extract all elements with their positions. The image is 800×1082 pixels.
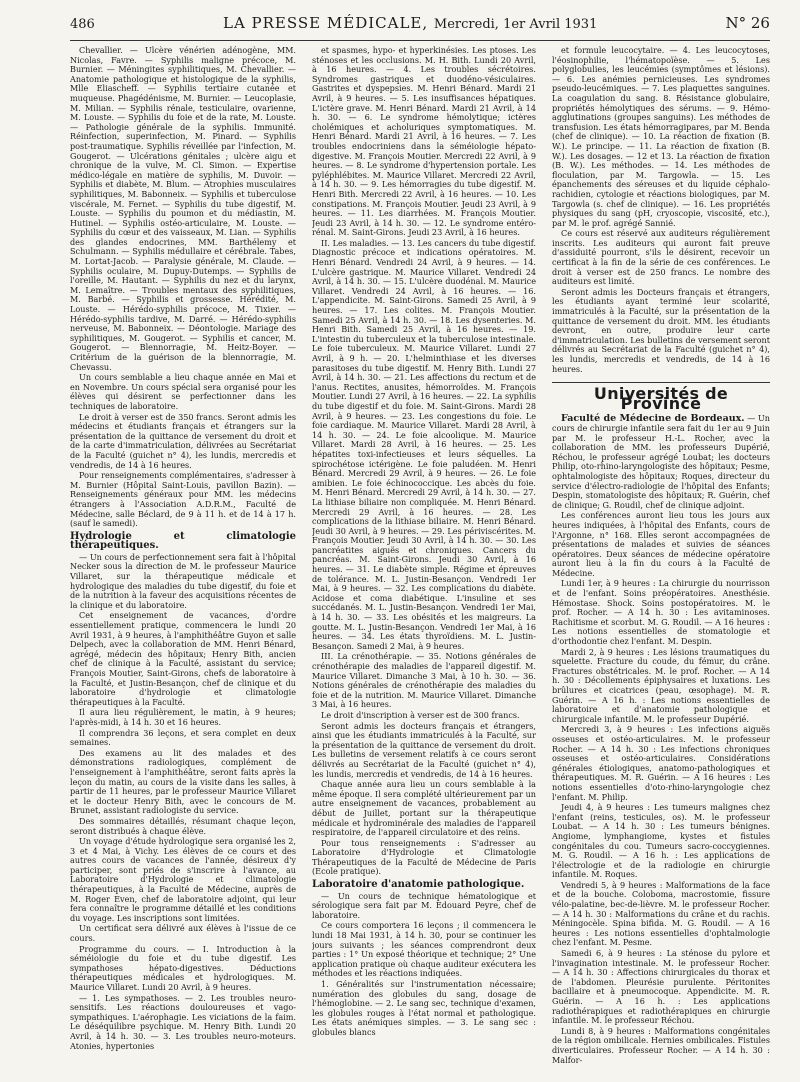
header-rule	[70, 40, 770, 41]
page-header	[70, 14, 770, 38]
paragraph-text: — Un cours de chirurgie infantile sera fait du 1er au 9 Juin par M. le professeur H.-L. Rocher, avec la collaboration de MM. les professeurs Dupérié, Réchou, le professeur agrégé Loubat; les docteurs Philip, oto-rhino-laryngologiste des hôpitaux; Pesme, ophtalmologiste des hôpitaux; Roques, directeur du service d'électro-radiologie de l'hôpital des Enfants; Despin, stomatologiste des hôpitaux; R. Guérin, chef de clinique; G. Roudil, chef de clinique adjoint.	[552, 413, 770, 510]
section-heading: Laboratoire d'anatomie pathologique.	[312, 879, 525, 891]
paragraph: III. La crénothérapie. — 35. Notions générales de crénothérapie des maladies de l'appareil digestif. M. Maurice Villaret. Dimanche 3 Mai, à 10 h. 30. — 36. Notions générales de crénothérapie des maladies du foie et de la nutrition. M. Maurice Villaret. Dimanche 3 Mai, à 16 heures.	[312, 651, 536, 710]
universities-body	[552, 414, 770, 1065]
paragraph: Seront admis les Docteurs français et étrangers, les étudiants ayant terminé leur scolarité, immatriculés à la Faculté, sur la présentation de la quittance de versement du droit. MM. les étudiants devront, en outre, produire leur carte d'immatriculation. Les bulletins de versement seront délivrés au Secrétariat de la Faculté (guichet n° 4), les lundis, mercredis et vendredis, de 14 à 16 heures.	[552, 286, 770, 374]
paragraph: Un certificat sera délivré aux élèves à l'issue de ce cours.	[70, 923, 296, 944]
paragraph: — Un cours de technique hématologique et sérologique sera fait par M. Edouard Peyre, chef de laboratoire.	[312, 890, 536, 920]
paragraph: Cet enseignement de vacances, d'ordre essentiellement pratique, commencera le lundi 20 Avril 1931, à 9 heures, à l'amphithéâtre Guyon et salle Delpech, avec la collaboration de MM. Henri Bénard, agrégé, médecin des hôpitaux; Henry Bith, ancien chef de clinique à la Faculté, assistant du service; François Moutier, Saint-Girons, chefs de laboratoire à la Faculté, et Justin-Besançon, chef de clinique et du laboratoire d'hydrologie et climatologie thérapeutiques à la Faculté.	[70, 610, 296, 707]
paragraph: Il comprendra 36 leçons, et sera complet en deux semaines.	[70, 727, 296, 748]
paragraph: — Un cours de perfectionnement sera fait à l'hôpital Necker sous la direction de M. le professeur Maurice Villaret, sur la thérapeutique médicale et hydrologique des maladies du tube digestif, du foie et de la nutrition à la faveur des acquisitions récentes de la clinique et du laboratoire.	[70, 551, 296, 610]
paragraph: et formule leucocytaire. — 4. Les leucocytoses, l'éosinophilie, l'hématopoïèse. — 5. Les polyglobulies, les leucémies (symptômes et lésions). — 6. Les anémies pernicieuses. Les syndromes pseudo-leucémiques. — 7. Les plaquettes sanguines. La coagulation du sang. 8. Résistance globulaire, propriétés hémolytiques des sérums. — 9. Hémo-agglutinations (groupes sanguins). Les méthodes de transfusion. Les états hémorragipares, par M. Benda (chef de clinique). — 10. La réaction de fixation (B. W.). Le principe. — 11. La réaction de fixation (B. W.). Les dosages. — 12 et 13. La réaction de fixation (B. W.). Les méthodes. — 14. Les méthodes de floculation, par M. Targowla. — 15. Les épanchements des séreuses et du liquide céphalo-rachidien, cytologie et réactions biologiques, par M. Targowla (s. chef de clinique). — 16. Les propriétés physiques du sang (pH, cryoscopie, viscosité, etc.), par M. le prof. agrégé Sannié.	[552, 46, 770, 228]
journal-title	[223, 14, 597, 32]
column-3-top	[552, 46, 770, 374]
paragraph: Pour renseignements complémentaires, s'adresser à M. Burnier (Hôpital Saint-Louis, pavillon Bazin). — Renseignements généraux pour MM. les médecins étrangers à l'Association A.D.R.M., Faculté de Médecine, salle Béclard, de 9 à 11 h. et de 14 à 17 h. (sauf le samedi).	[70, 470, 296, 529]
paragraph: Pour tous renseignements : S'adresser au Laboratoire d'Hydrologie et Climatologie Thérapeutiques de la Faculté de Médecine de Paris (Ecole pratique).	[312, 837, 536, 877]
paragraph: Les conférences auront lieu tous les jours aux heures indiquées, à l'hôpital des Enfants, cours de l'Argonne, n° 168. Elles seront accompagnées de présentations de malades et suivies de séances opératoires. Deux séances de médecine opératoire auront lieu à la fin du cours à la Faculté de Médecine.	[552, 510, 770, 578]
faculty-title: Faculté de Médecine de Bordeaux.	[561, 413, 745, 425]
paragraph: Mercredi 3, à 9 heures : Les infections aiguës osseuses et ostéo-articulaires. M. le professeur Rocher. — A 14 h. 30 : Les infections chroniques osseuses et ostéo-articulaires. Considérations générales étiologiques, anatomo-pathologiques et thérapeutiques. M. R. Guérin. — A 16 heures : Les notions essentielles d'oto-rhino-laryngologie chez l'enfant. M. Philip.	[552, 724, 770, 802]
paragraph: Le droit à verser est de 350 francs. Seront admis les médecins et étudiants français et étrangers sur la présentation de la quittance de versement du droit et de la carte d'immatriculation, délivrées au Secrétariat de la Faculté (guichet n° 4), les lundis, mercredis et vendredis, de 14 à 16 heures.	[70, 411, 296, 470]
column-3	[552, 46, 770, 1066]
paragraph: Un voyage d'étude hydrologique sera organisé les 2, 3 et 4 Mai, à Vichy. Les élèves de ce cours et des autres cours de vacances de l'année, désireux d'y participer, sont priés de s'inscrire à l'avance, au Laboratoire d'Hydrologie et climatologie thérapeutiques, à la Faculté de Médecine, auprès de M. Roger Even, chef de laboratoire adjoint, qui leur fera connaître le programme détaillé et les conditions du voyage. Les inscriptions sont limitées.	[70, 836, 296, 923]
journal-name: LA PRESSE MÉDICALE,	[222, 14, 429, 32]
paragraph: Jeudi 4, à 9 heures : Les tumeurs malignes chez l'enfant (reins, testicules, os). M. le professeur Loubat. — A 14 h. 30 : Les tumeurs bénignes. Angiome, lymphangiome, kystes et fistules congénitales du cou. Tumeurs sacro-coccygiennes. M. G. Roudil. — A 16 h. : Les applications de l'électrologie et de la radiologie en chirurgie infantile. M. Roques.	[552, 802, 770, 880]
paragraph: — 1. Les sympathoses. — 2. Les troubles neuro-sensitifs. Les réactions douloureuses et vago-sympathiques. L'aérophagie. Les viciations de la faim. Le déséquilibre psychique. M. Henry Bith. Lundi 20 Avril, à 14 h. 30. — 3. Les troubles neuro-moteurs. Atonies, hypertonies	[70, 992, 296, 1051]
paragraph: Programme du cours. — I. Introduction à la séméiologie du foie et du tube digestif. Les sympathoses hépato-digestives. Déductions thérapeutiques médicales et hydrologiques. M. Maurice Villaret. Lundi 20 Avril, à 9 heures.	[70, 943, 296, 992]
paragraph: Lundi 8, à 9 heures : Malformations congénitales de la région ombilicale. Hernies ombilicales. Fistules diverticulaires. Professeur Rocher. — A 14 h. 30 : Malfor-	[552, 1025, 770, 1065]
paragraph: Il aura lieu régulièrement, le matin, à 9 heures; l'après-midi, à 14 h. 30 et 16 heures.	[70, 707, 296, 727]
paragraph	[552, 414, 770, 510]
paragraph: Des examens au lit des malades et des démonstrations radiologiques, complément de l'enseignement à l'amphithéâtre, seront faits après la leçon du matin, au cours de la visite dans les salles, à partir de 11 heures, par le professeur Maurice Villaret et le docteur Henry Bith, avec le concours de M. Brunet, assistant radiologiste du service.	[70, 747, 296, 816]
paragraph: Chaque année aura lieu un cours semblable à la même époque. Il sera complété ultérieurement par un autre enseignement de vacances, probablement au début de Juillet, portant sur la thérapeutique médicale et hydrominérale des maladies de l'appareil respiratoire, de l'appareil circulatoire et des reins.	[312, 779, 536, 838]
paragraph: Seront admis les docteurs français et étrangers, ainsi que les étudiants immatriculés à la Faculté, sur la présentation de la quittance de versement du droit. Les bulletins de versement relatifs à ce cours seront délivrés au Secrétariat de la Faculté (guichet n° 4), les lundis, mercredis et vendredis, de 14 à 16 heures.	[312, 720, 536, 779]
paragraph: Mardi 2, à 9 heures : Les lésions traumatiques du squelette. Fracture du coude, du fémur, du crâne. Fractures obstétricales. M. le prof. Rocher. — A 14 h. 30 : Décollements épiphysaires et luxations. Les brûlures et cicatrices (peau, œsophage). M. R. Guérin. — A 16 h. : Les notions essentielles de laboratoire et d'anatomie pathologique et chirurgicale infantile. M. le professeur Dupérié.	[552, 646, 770, 724]
section-rule	[552, 382, 770, 383]
column-1	[70, 46, 296, 1066]
issue-number: N° 26	[725, 14, 770, 32]
paragraph: II. Les maladies. — 13. Les cancers du tube digestif. Diagnostic précoce et indications opératoires. M. Henri Bénard. Vendredi 24 Avril, à 9 heures. — 14. L'ulcère gastrique. M. Maurice Villaret. Vendredi 24 Avril, à 14 h. 30. — 15. L'ulcère duodénal. M. Maurice Villaret. Vendredi 24 Avril, à 16 heures. — 16. L'appendicite. M. Saint-Girons. Samedi 25 Avril, à 9 heures. — 17. Les colites. M. François Moutier. Samedi 25 Avril, à 14 h. 30. — 18. Les dysenteries. M. Henri Bith. Samedi 25 Avril, à 16 heures. — 19. L'intestin du tuberculeux et la tuberculose intestinale. Le foie tuberculeux. M. Maurice Villaret. Lundi 27 Avril, à 9 h. — 20. L'helminthiase et les diverses parasitoses du tube digestif. M. Henry Bith. Lundi 27 Avril, à 14 h. 30. — 21. Les affections du rectum et de l'anus. Rectites, anusites, hémorroïdes. M. François Moutier. Lundi 27 Avril, à 16 heures. — 22. La syphilis du tube digestif et du foie. M. Saint-Girons. Mardi 28 Avril, à 9 heures. — 23. Les congestions du foie. Le foie cardiaque. M. Maurice Villaret. Mardi 28 Avril, à 14 h. 30. — 24. Le foie alcoolique. M. Maurice Villaret. Mardi 28 Avril, à 16 heures. — 25. Les hépatites toxi-infectieuses et leurs séquelles. La spirochétose ictérigène. Le foie paludéen. M. Henri Bénard. Mercredi 29 Avril, à 9 heures. — 26. Le foie amibien. Le foie échinococcique. Les abcès du foie. M. Henri Bénard. Mercredi 29 Avril, à 14 h. 30. — 27. La lithiase biliaire non compliquée. M. Henri Bénard. Mercredi 29 Avril, à 16 heures. — 28. Les complications de la lithiase biliaire. M. Henri Bénard. Jeudi 30 Avril, à 9 heures. — 29. Les périviscérites. M. François Moutier. Jeudi 30 Avril, à 14 h. 30. — 30. Les pancréatites aiguës et chroniques. Cancers du pancréas. M. Saint-Girons. Jeudi 30 Avril, à 16 heures. — 31. Le diabète simple. Régime et épreuves de tolérance. M. L. Justin-Besançon. Vendredi 1er Mai, à 9 heures. — 32. Les complications du diabète. Acidose et coma diabétique. L'insuline et ses succédanés. M. L. Justin-Besançon. Vendredi 1er Mai, à 14 h. 30. — 33. Les obésités et les maigreurs. La goutte. M. L. Justin-Besançon. Vendredi 1er Mai, à 16 heures. — 34. Les états thyroïdiens. M. L. Justin-Besançon. Samedi 2 Mai, à 9 heures.	[312, 237, 536, 651]
paragraph: Ce cours est réservé aux auditeurs régulièrement inscrits. Les auditeurs qui auront fait preuve d'assiduité pourront, s'ils le désirent, recevoir un certificat à la fin de la série de ces conférences. Le droit à verser est de 250 francs. Le nombre des auditeurs est limité.	[552, 228, 770, 287]
paragraph: 1. Généralités sur l'instrumentation nécessaire; numération des globules du sang, dosage de l'hémoglobine. — 2. Le sang sec, technique d'examen, les globules rouges à l'état normal et pathologique. Les états anémiques simples. — 3. Le sang sec : globules blancs	[312, 979, 536, 1037]
paragraph: Un cours semblable a lieu chaque année en Mai et en Novembre. Un cours spécial sera organisé pour les élèves qui désirent se perfectionner dans les techniques de laboratoire.	[70, 372, 296, 411]
column-2	[312, 46, 536, 1066]
universities-title: Universités de Province	[593, 384, 729, 413]
paragraph: Ce cours comportera 16 leçons ; il commencera le lundi 18 Mai 1931, à 14 h. 30, pour se continuer les jours suivants ; les séances comprendront deux parties : 1° Un exposé théorique et technique; 2° Une application pratique où chaque auditeur exécutera les méthodes et les réactions indiquées.	[312, 920, 536, 979]
paragraph: Lundi 1er, à 9 heures : La chirurgie du nourrisson et de l'enfant. Soins préopératoires. Anesthésie. Hémostase. Shock. Soins postopératoires. M. le prof. Rocher. — A 14 h. 30 : Les avitaminoses. Rachitisme et scorbut. M. G. Roudil. — A 16 heures : Les notions essentielles de stomatologie et d'orthodontie chez l'enfant. M. Despin.	[552, 578, 770, 647]
section-heading: Hydrologie et climatologie thérapeutiques.	[70, 530, 296, 552]
paragraph: et spasmes, hypo- et hyperkinésies. Les ptoses. Les sténoses et les occlusions. M. H. Bith. Lundi 20 Avril, à 16 heures. — 4. Les troubles sécrétoires. Syndromes gastriques et duodéno-vésiculaires. Gastrites et dyspepsies. M. Henri Bénard. Mardi 21 Avril, à 9 heures. — 5. Les insuffisances hépatiques. L'ictère grave. M. Henri Bénard. Mardi 21 Avril, à 14 h. 30. — 6. Le syndrome hémolytique; ictères cholémiques et acholuriques symptomatiques. M. Henri Bénard. Mardi 21 Avril, à 16 heures. — 7. Les troubles endocriniens dans la séméiologie hépato-digestive. M. François Moutier. Mercredi 22 Avril, à 9 heures. — 8. Le syndrome d'hypertension portale. Les pyléphlébites. M. Maurice Villaret. Mercredi 22 Avril, à 14 h. 30. — 9. Les hémorragies du tube digestif. M. Henri Bith. Mercredi 22 Avril, à 16 heures. — 10. Les constipations. M. François Moutier. Jeudi 23 Avril, à 9 heures. — 11. Les diarrhées. M. François Moutier. Jeudi 23 Avril, à 14 h. 30. — 12. Le syndrome entéro-rénal. M. Saint-Girons. Jeudi 23 Avril, à 16 heures.	[312, 46, 536, 238]
paragraph: Samedi 6, à 9 heures : La sténose du pylore et l'invagination intestinale. M. le professeur Rocher. — A 14 h. 30 : Affections chirurgicales du thorax et de l'abdomen. Pleurésie purulente. Péritonites bacillaire et à pneumocoque. Appendicite. M. R. Guérin. — A 16 h. : Les applications radiothérapiques et radiothérapiques en chirurgie infantile. M. le professeur Réchou.	[552, 948, 770, 1026]
page-number: 486	[70, 17, 95, 32]
paragraph: Le droit d'inscription à verser est de 300 francs.	[321, 709, 520, 720]
paragraph: Vendredi 5, à 9 heures : Malformations de la face et de la bouche. Coloboma, macrostomie, fissure vélo-palatine, bec-de-lièvre. M. le professeur Rocher. — A 14 h. 30 : Malformations du crâne et du rachis. Méningocèle. Spina bifida. M. G. Roudil. — A 16 heures : Les notions essentielles d'ophtalmologie chez l'enfant. M. Pesme.	[552, 879, 770, 948]
paragraph: Chevallier. — Ulcère vénérien adénogène, MM. Nicolas, Favre. — Syphilis maligne précoce, M. Burnier. — Méningites syphilitiques, M. Chevallier. — Anatomie pathologique et histologique de la syphilis, Mlle Eliascheff. — Syphilis tertiaire cutanée et muqueuse. Phagédénisme, M. Burnier. — Leucoplasie, M. Milian. — Syphilis rénale, testiculaire, ovarienne, M. Louste. — Syphilis du foie et de la rate, M. Louste. — Pathologie générale de la syphilis. Immunité. Réinfection, superinfection, M. Pinard. — Syphilis post-traumatique. Syphilis réveillée par l'infection, M. Gougerot. — Ulcérations génitales ; ulcère aigu et chronique de la vulve, M. Cl. Simon. — Expertise médico-légale en matière de syphilis, M. Duvoir. — Syphilis et diabète, M. Blum. — Atrophies musculaires syphilitiques, M. Babonneix. — Syphilis et tuberculose viscérale, M. Fernet. — Syphilis du tube digestif, M. Louste. — Syphilis du poumon et du médiastin, M. Hutinel. — Syphilis ostéo-articulaire, M. Louste. — Syphilis du cœur et des vaisseaux, M. Lian. — Syphilis des glandes endocrines, MM. Barthélemy et Schulmann. — Syphilis médullaire et cérébrale. Tabes, M. Lortat-Jacob. — Paralysie générale, M. Claude. — Syphilis oculaire, M. Dupuy-Dutemps. — Syphilis de l'oreille, M. Hautant. — Syphilis du nez et du larynx, M. Lemaître. — Troubles mentaux des syphilitiques, M. Barbé. — Syphilis et grossesse. Hérédité, M. Louste. — Hérédo-syphilis précoce, M. Tixier. — Hérédo-syphilis tardive, M. Darré. — Hérédo-syphilis nerveuse, M. Babonneix. — Déontologie. Mariage des syphilitiques, M. Gougerot. — Syphilis et cancer, M. Gougerot. — Blennorragie, M. Heitz-Boyer. — Critérium de la guérison de la blennorragie, M. Chevassu.	[70, 46, 296, 372]
issue-date: Mercredi, 1er Avril 1931	[433, 17, 598, 32]
paragraph: Des sommaires détaillés, résumant chaque leçon, seront distribués à chaque élève.	[70, 815, 296, 836]
